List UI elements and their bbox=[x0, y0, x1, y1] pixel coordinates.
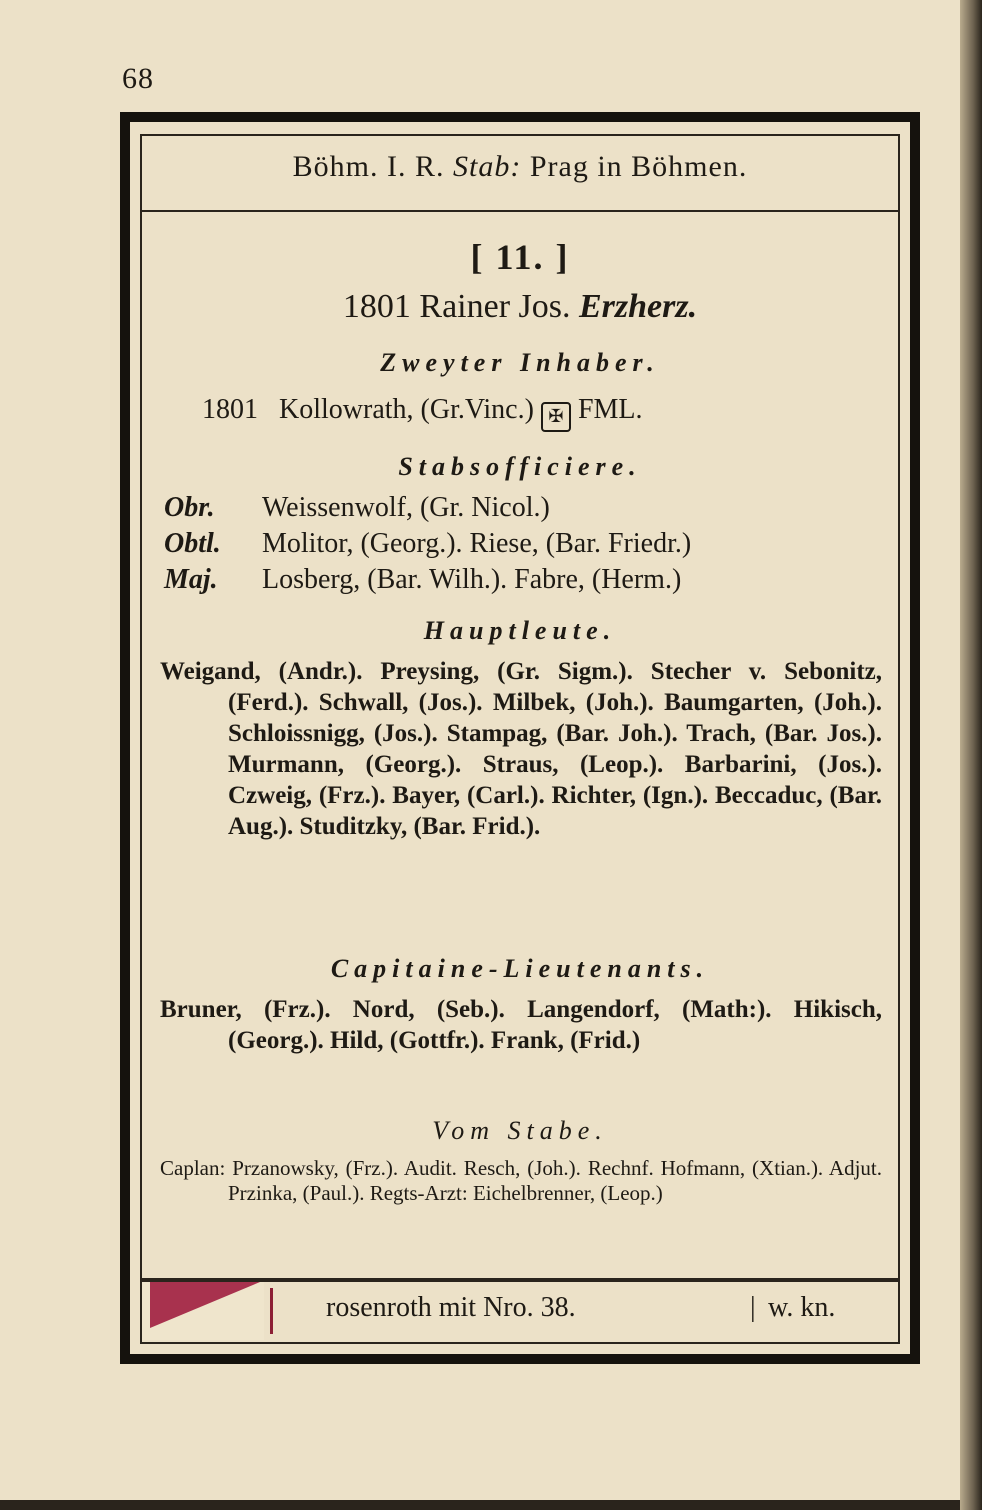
order-cross-icon: ✠ bbox=[541, 402, 571, 432]
staff-rank: Obtl. bbox=[164, 528, 221, 559]
facing-color-flag-icon bbox=[150, 1282, 260, 1340]
capitaine-lieutenants-list: Bruner, (Frz.). Nord, (Seb.). Langendorf, (Math:). Hikisch, (Georg.). Hild, (Gottfr.). Frank, (Frid.) bbox=[160, 996, 882, 1054]
staff-names: Losberg, (Bar. Wilh.). Fabre, (Herm.) bbox=[262, 564, 682, 595]
header-prefix: Böhm. I. R. bbox=[292, 150, 445, 183]
button-color: w. kn. bbox=[768, 1292, 836, 1323]
staff-rank: Maj. bbox=[164, 564, 218, 595]
regiment-number: [ 11. ] bbox=[470, 237, 570, 277]
captains-list: Weigand, (Andr.). Preysing, (Gr. Sigm.). Stecher v. Sebonitz, (Ferd.). Schwall, (Jos.). Milbek, (Joh.). Baumgarten, (Joh.). Schloissnigg, (Jos.). Stampag, (Bar. Joh.). Trach, (Bar. Jos.). Murmann, (Georg.). Straus, (Leop.). Barbarini, (Jos.). Czweig, (Frz.). Bayer, (Carl.). Richter, (Ign.). Beccaduc, (Bar. Aug.). Studitzky, (Bar. Frid.). bbox=[160, 658, 882, 840]
second-owner-year: 1801 bbox=[202, 394, 258, 425]
captains-heading: Hauptleute. bbox=[423, 616, 617, 645]
header-location: Prag in Böhmen. bbox=[529, 150, 748, 183]
staff-names: Weissenwolf, (Gr. Nicol.) bbox=[262, 492, 550, 523]
staff-row bbox=[164, 564, 876, 596]
vom-stabe-heading: Vom Stabe. bbox=[432, 1116, 608, 1145]
owner-name: Rainer Jos. bbox=[419, 288, 571, 325]
staff-rank: Obr. bbox=[164, 492, 215, 523]
staff-row bbox=[164, 492, 876, 524]
second-owner-rank: FML. bbox=[577, 394, 643, 425]
second-owner-heading: Zweyter Inhaber. bbox=[380, 348, 660, 377]
staff-names: Molitor, (Georg.). Riese, (Bar. Friedr.) bbox=[262, 528, 692, 559]
regiment-entry-inner-frame bbox=[140, 134, 900, 1344]
regiment-entry-frame bbox=[120, 112, 920, 1364]
owner-year: 1801 bbox=[342, 288, 411, 325]
staff-row bbox=[164, 528, 876, 560]
second-owner-name: Kollowrath, (Gr.Vinc.) bbox=[279, 394, 534, 425]
page-number: 68 bbox=[122, 62, 154, 95]
capitaine-lieutenants-heading: Capitaine-Lieutenants. bbox=[330, 954, 710, 983]
regiment-footer bbox=[142, 1278, 898, 1342]
vom-stabe-list: Caplan: Przanowsky, (Frz.). Audit. Resch, (Joh.). Rechnf. Hofmann, (Xtian.). Adjut. Przinka, (Paul.). Regts-Arzt: Eichelbrenner, (Leop.) bbox=[160, 1156, 882, 1205]
regiment-owner bbox=[142, 288, 898, 326]
staff-officers-heading: Stabsofficiere. bbox=[398, 452, 642, 481]
swatch-divider bbox=[270, 1288, 273, 1334]
second-owner-line bbox=[202, 394, 876, 432]
facing-color-swatch bbox=[142, 1282, 264, 1340]
facing-description: rosenroth mit Nro. 38. bbox=[326, 1292, 576, 1323]
book-spine bbox=[960, 0, 982, 1510]
regiment-header bbox=[142, 150, 898, 212]
footer-separator: | bbox=[750, 1292, 756, 1323]
header-stab-label: Stab: bbox=[453, 150, 522, 183]
owner-title: Erzherz. bbox=[578, 288, 698, 325]
